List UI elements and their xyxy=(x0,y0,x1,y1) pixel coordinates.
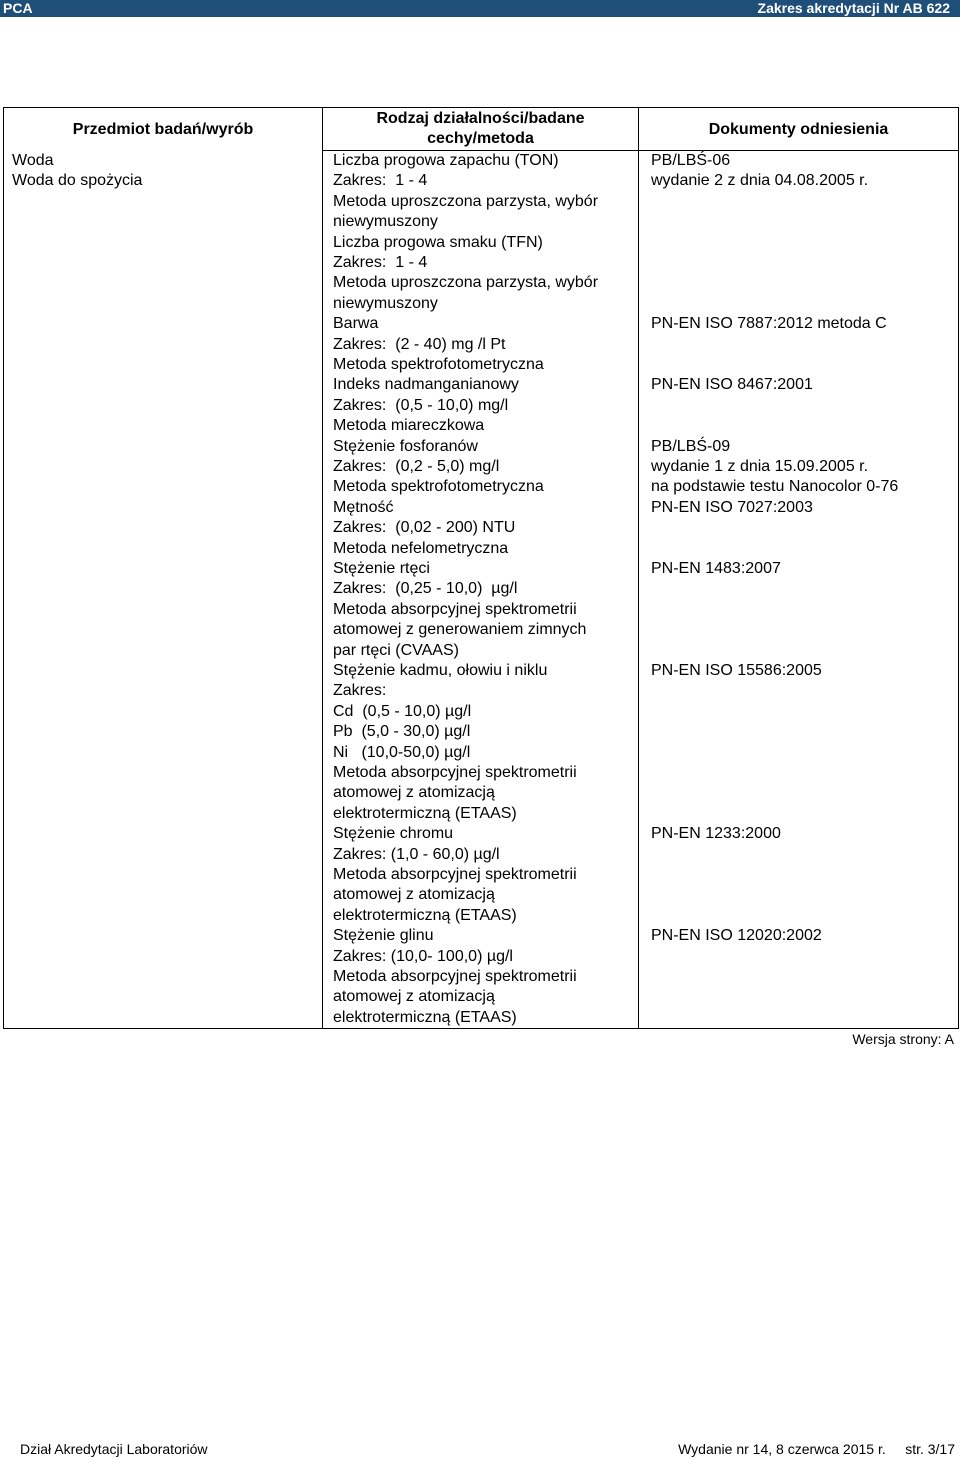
method-line: Zakres: 1 - 4 xyxy=(333,172,428,190)
method-line: elektrotermiczną (ETAAS) xyxy=(333,906,517,924)
document-line: na podstawie testu Nanocolor 0-76 xyxy=(651,478,899,496)
method-line: par rtęci (CVAAS) xyxy=(333,641,459,659)
method-line: Barwa xyxy=(333,315,379,333)
method-line: Liczba progowa smaku (TFN) xyxy=(333,233,543,251)
method-line: Zakres: (0,25 - 10,0) µg/l xyxy=(333,580,518,598)
document-line: PN-EN ISO 12020:2002 xyxy=(651,927,822,945)
method-line: Stężenie glinu xyxy=(333,927,434,945)
method-line: atomowej z atomizacją xyxy=(333,784,495,802)
method-line: Metoda miareczkowa xyxy=(333,417,485,435)
document-cell xyxy=(651,375,954,395)
method-line: Liczba progowa zapachu (TON) xyxy=(333,152,559,169)
header-org: PCA xyxy=(3,0,33,16)
method-line: niewymuszony xyxy=(333,294,438,312)
page-version: Wersja strony: A xyxy=(852,1031,954,1047)
method-line: Metoda absorpcyjnej spektrometrii xyxy=(333,764,577,782)
header-bar xyxy=(0,0,960,17)
method-cell xyxy=(333,559,634,661)
method-cell xyxy=(333,375,634,436)
document-cell xyxy=(651,824,954,844)
method-line: Metoda absorpcyjnej spektrometrii xyxy=(333,866,577,883)
method-line: elektrotermiczną (ETAAS) xyxy=(333,1008,517,1026)
method-line: Zakres: (0,5 - 10,0) mg/l xyxy=(333,396,509,414)
method-line: Stężenie kadmu, ołowiu i niklu xyxy=(333,662,548,679)
method-line: Pb (5,0 - 30,0) µg/l xyxy=(333,723,471,741)
document-cell xyxy=(651,926,954,946)
method-cell xyxy=(333,314,634,375)
method-line: Stężenie fosforanów xyxy=(333,437,478,455)
documents-column xyxy=(639,108,958,1028)
document-line: PN-EN 1233:2000 xyxy=(651,825,781,843)
subject-line: Woda xyxy=(12,152,54,169)
footer-edition: Wydanie nr 14, 8 czerwca 2015 r. str. 3/17 xyxy=(678,1441,955,1457)
method-cell xyxy=(333,661,634,824)
subject-header: Przedmiot badań/wyrób xyxy=(72,121,254,138)
subject-cell xyxy=(12,151,318,192)
method-line: Stężenie chromu xyxy=(333,825,454,843)
accreditation-table xyxy=(3,107,959,1029)
document-line: PB/LBŚ-09 xyxy=(651,437,731,455)
document-line: PB/LBŚ-06 xyxy=(651,152,731,169)
methods-header-line: Rodzaj działalności/badane xyxy=(376,110,585,127)
document-cell xyxy=(651,559,954,579)
method-cell xyxy=(333,498,634,559)
document-cell xyxy=(651,314,954,334)
method-line: atomowej z atomizacją xyxy=(333,886,495,904)
document-line: PN-EN 1483:2007 xyxy=(651,560,781,577)
method-cell xyxy=(333,233,634,315)
method-line: Zakres: (0,2 - 5,0) mg/l xyxy=(333,458,500,475)
method-line: elektrotermiczną (ETAAS) xyxy=(333,804,517,822)
method-line: Stężenie rtęci xyxy=(333,560,430,577)
method-line: Metoda absorpcyjnej spektrometrii xyxy=(333,968,577,985)
method-line: Metoda uproszczona parzysta, wybór xyxy=(333,274,599,292)
method-cell xyxy=(333,926,634,1028)
method-line: Mętność xyxy=(333,498,394,516)
document-line: PN-EN ISO 7027:2003 xyxy=(651,498,813,516)
method-line: Zakres: (1,0 - 60,0) µg/l xyxy=(333,845,500,863)
method-line: Metoda nefelometryczna xyxy=(333,539,509,557)
document-cell xyxy=(651,498,954,518)
method-line: Zakres: 1 - 4 xyxy=(333,254,428,271)
document-line: PN-EN ISO 7887:2012 metoda C xyxy=(651,315,887,333)
subject-column xyxy=(4,108,323,1028)
method-cell xyxy=(333,824,634,926)
document-line: PN-EN ISO 8467:2001 xyxy=(651,376,813,394)
footer-department: Dział Akredytacji Laboratoriów xyxy=(20,1441,208,1457)
documents-header: Dokumenty odniesienia xyxy=(708,121,889,138)
method-line: atomowej z generowaniem zimnych xyxy=(333,621,587,639)
method-line: Ni (10,0-50,0) µg/l xyxy=(333,743,471,761)
document-line: wydanie 2 z dnia 04.08.2005 r. xyxy=(651,172,869,190)
method-line: Metoda spektrofotometryczna xyxy=(333,356,544,373)
document-line: wydanie 1 z dnia 15.09.2005 r. xyxy=(651,458,869,475)
method-line: atomowej z atomizacją xyxy=(333,988,495,1006)
subject-line: Woda do spożycia xyxy=(12,172,143,190)
method-line: Indeks nadmanganianowy xyxy=(333,376,519,394)
method-line: Cd (0,5 - 10,0) µg/l xyxy=(333,702,472,720)
methods-column xyxy=(323,108,639,1028)
header-title: Zakres akredytacji Nr AB 622 xyxy=(757,0,950,16)
method-line: Metoda spektrofotometryczna xyxy=(333,478,544,496)
method-line: niewymuszony xyxy=(333,213,438,231)
document-line: PN-EN ISO 15586:2005 xyxy=(651,662,822,679)
document-cell xyxy=(651,661,954,681)
methods-header xyxy=(323,109,638,149)
methods-header-line: cechy/metoda xyxy=(427,130,534,147)
method-line: Metoda uproszczona parzysta, wybór xyxy=(333,192,599,210)
method-line: Zakres: (10,0- 100,0) µg/l xyxy=(333,947,513,965)
method-cell xyxy=(333,437,634,498)
document-cell xyxy=(651,437,954,498)
method-cell xyxy=(333,151,634,233)
method-line: Zakres: (0,02 - 200) NTU xyxy=(333,519,516,537)
method-line: Zakres: xyxy=(333,682,387,700)
document-cell xyxy=(651,151,954,192)
method-line: Zakres: (2 - 40) mg /l Pt xyxy=(333,335,506,353)
method-line: Metoda absorpcyjnej spektrometrii xyxy=(333,600,577,618)
